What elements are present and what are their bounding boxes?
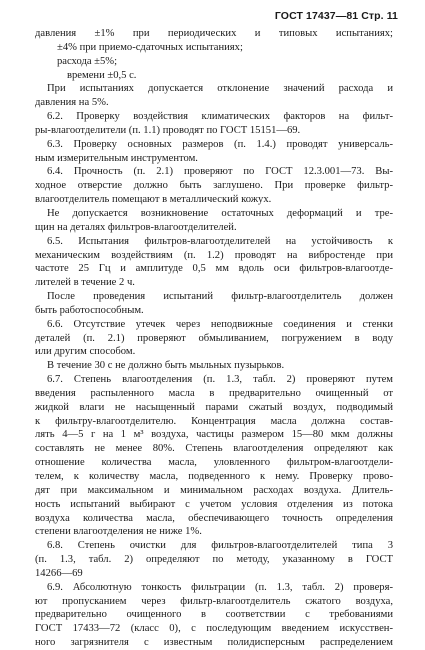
document-body <box>35 27 393 650</box>
text-line: лять 4—5 г на 1 м³ воздуха, частицы размером 15—80 мкм должны <box>35 429 393 441</box>
text-line: 6.7. Степень влагоотделения (п. 1.3, табл. 2) проверяют путем <box>47 374 393 386</box>
text-line: ГОСТ 17433—72 (класс 0), с последующим введением искусствен- <box>35 623 393 635</box>
text-line: 6.5. Испытания фильтров-влагоотделителей на устойчивость к <box>47 235 393 247</box>
text-line: жидкой влаги не насыщенный парами сжатый воздух, подводимый <box>35 401 393 413</box>
text-line: деталей (п. 2.1) проверяют обмыливанием, погружением в воду <box>35 332 393 344</box>
text-line: предварительно очищенного в соответствии с требованиями <box>35 609 393 621</box>
text-line: 6.9. Абсолютную тонкость фильтрации (п. 1.3, табл. 2) проверя- <box>47 581 393 593</box>
text-line: механическим воздействиям (п. 1.2) проводят на вибростенде при <box>35 249 393 261</box>
text-line: ры-влагоотделители (п. 1.1) проводят по ГОСТ 15151—69. <box>35 124 301 136</box>
text-line: давления ±1% при периодических и типовых испытаниях; <box>35 28 393 39</box>
text-line: щин на деталях фильтров-влагоотделителей. <box>35 221 237 233</box>
text-line: 6.8. Степень очистки для фильтров-влагоотделителей типа 3 <box>47 540 393 552</box>
text-line: лителей в течение 2 ч. <box>35 277 135 289</box>
text-line: 6.6. Отсутствие утечек через неподвижные соединения и стенки <box>47 318 393 330</box>
text-line: ность испытаний выбирают с учетом условия отделения из потока <box>35 498 393 510</box>
text-line: к фильтру-влагоотделителю. Концентрация масла должна состав- <box>35 415 393 427</box>
text-line: 6.3. Проверку основных размеров (п. 1.4.) проводят универсаль- <box>47 138 393 150</box>
text-line: составлять не менее 80%. Степень влагоотделения определяют как <box>35 443 393 455</box>
text-line: или другим способом. <box>35 346 136 358</box>
text-line: Не допускается возникновение остаточных деформаций и тре- <box>47 207 393 219</box>
text-line: При испытаниях допускается отклонение значений расхода и <box>47 83 393 95</box>
text-line: влагоотделитель помещают в металлический кожух. <box>35 194 272 206</box>
text-line: частоте 25 Гц и амплитуде 0,5 мм вдоль оси фильтров-влагоотде- <box>35 263 393 275</box>
text-line: отношение количества масла, уловленного фильтром-влагоотдели- <box>35 457 393 469</box>
text-line: расхода ±5%; <box>57 55 118 67</box>
text-line: ют пропусканием через фильтр-влагоотделитель сжатого воздуха, <box>35 595 393 607</box>
text-line: введения распыленного масла в предварительно очищенный от <box>35 387 393 399</box>
text-line: 6.2. Проверку воздействия климатических факторов на фильт- <box>47 111 393 123</box>
text-line: ±4% при приемо-сдаточных испытаниях; <box>57 41 243 53</box>
text-line: телем, к количеству масла, подведенного к нему. Проверку прово- <box>35 471 393 482</box>
text-line: 6.4. Прочность (п. 2.1) проверяют по ГОСТ 12.3.001—73. Вы- <box>47 166 393 178</box>
text-line: быть работоспособным. <box>35 304 144 316</box>
text-line: дят при максимальном и минимальном расходах воздуха. Длитель- <box>35 484 393 496</box>
text-line: В течение 30 с не должно быть мыльных пузырьков. <box>47 360 285 372</box>
text-line: 14266—69 <box>35 567 83 579</box>
text-line: (п. 1.3, табл. 2) определяют по методу, указанному в ГОСТ <box>35 554 393 566</box>
text-line: давления на 5%. <box>35 97 109 109</box>
text-line: степени влагоотделения не ниже 1%. <box>35 526 202 538</box>
text-line: После проведения испытаний фильтр-влагоотделитель должен <box>47 291 393 303</box>
page-header: ГОСТ 17437—81 Стр. 11 <box>274 10 398 22</box>
text-line: ного загрязнителя с известным полидисперсным распределением <box>35 637 393 649</box>
text-line: воздуха количества масла, обеспечивающего точность определения <box>35 512 393 524</box>
text-line: ходное отверстие должно быть заглушено. При проверке фильтр- <box>35 180 393 192</box>
text-line: ным измерительным инструментом. <box>35 152 198 164</box>
text-line: времени ±0,5 с. <box>67 69 137 81</box>
